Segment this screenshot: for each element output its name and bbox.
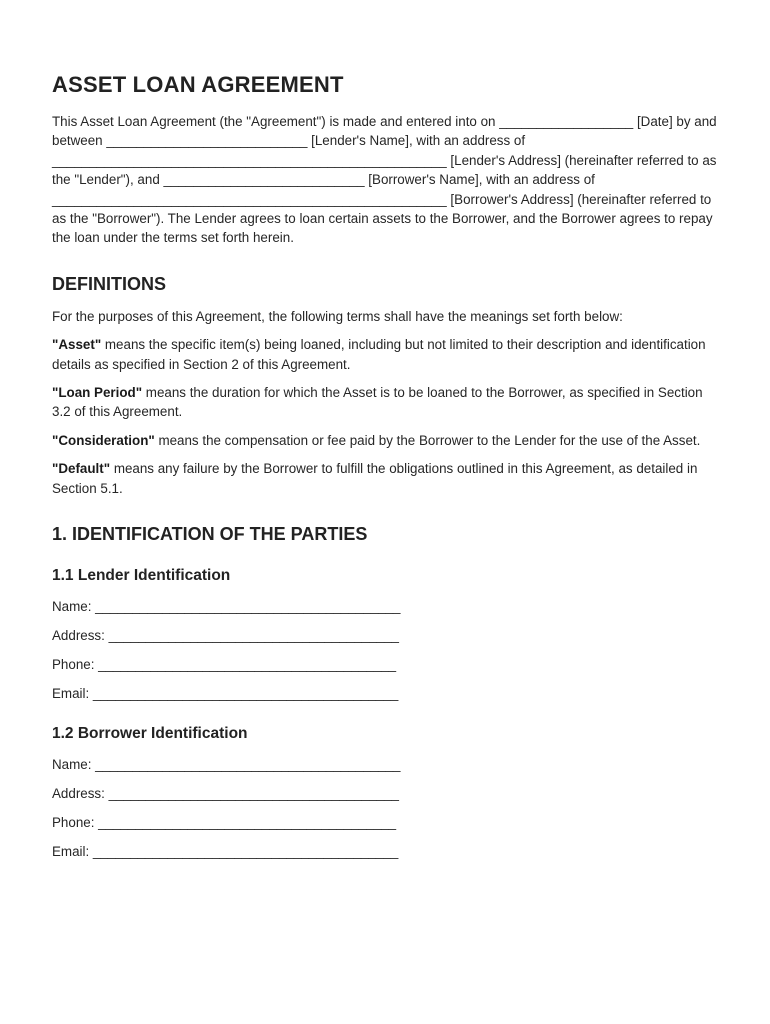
definition-term: "Consideration" xyxy=(52,432,155,448)
definition-default xyxy=(52,459,718,498)
lender-identification-heading: 1.1 Lender Identification xyxy=(52,567,231,585)
borrower-phone-field[interactable]: Phone: ________________________________________ xyxy=(52,815,397,831)
definition-consideration xyxy=(52,431,718,450)
lender-email-field[interactable]: Email: _________________________________________ xyxy=(52,686,399,702)
definition-loan-period xyxy=(52,383,718,422)
section-1-heading: 1. IDENTIFICATION OF THE PARTIES xyxy=(52,524,368,545)
definition-term: "Loan Period" xyxy=(52,385,143,401)
definition-text: means the duration for which the Asset is to be loaned to the Borrower, as specified in Section 3.2 of this Agreement. xyxy=(52,385,703,420)
definition-asset xyxy=(52,335,718,374)
lender-address-field[interactable]: Address: _______________________________________ xyxy=(52,628,400,644)
definition-text: means the specific item(s) being loaned, including but not limited to their description and identification details as specified in Section 2 of this Agreement. xyxy=(52,337,706,372)
definition-text: means any failure by the Borrower to fulfill the obligations outlined in this Agreement, as detailed in Section 5.1. xyxy=(52,461,698,496)
borrower-address-field[interactable]: Address: _______________________________________ xyxy=(52,786,400,802)
definitions-heading: DEFINITIONS xyxy=(52,273,167,294)
intro-paragraph: This Asset Loan Agreement (the "Agreement") is made and entered into on __________________ [Date] by and between ___________________________ [Lender's Name], with an address of _____________________________________________________ [Lender's Address] (hereinafter referred to as the "Lender"), and ___________________________ [Borrower's Name], with an address of _____________________________________________________ [Borrower's Address] (hereinafter referred to as the "Borrower"). The Lender agrees to loan certain assets to the Borrower, and the Borrower agrees to repay the loan under the terms set forth herein. xyxy=(52,114,717,246)
definition-term: "Default" xyxy=(52,461,111,477)
borrower-email-field[interactable]: Email: _________________________________________ xyxy=(52,844,399,860)
borrower-name-field[interactable]: Name: _________________________________________ xyxy=(52,757,401,773)
definition-term: "Asset" xyxy=(52,337,102,353)
lender-phone-field[interactable]: Phone: ________________________________________ xyxy=(52,657,397,673)
document-title: ASSET LOAN AGREEMENT xyxy=(52,72,344,97)
definition-text: means the compensation or fee paid by the Borrower to the Lender for the use of the Asset. xyxy=(154,432,701,448)
definitions-lead: For the purposes of this Agreement, the following terms shall have the meanings set forth below: xyxy=(52,308,623,324)
borrower-identification-heading: 1.2 Borrower Identification xyxy=(52,725,248,743)
lender-name-field[interactable]: Name: _________________________________________ xyxy=(52,599,401,615)
